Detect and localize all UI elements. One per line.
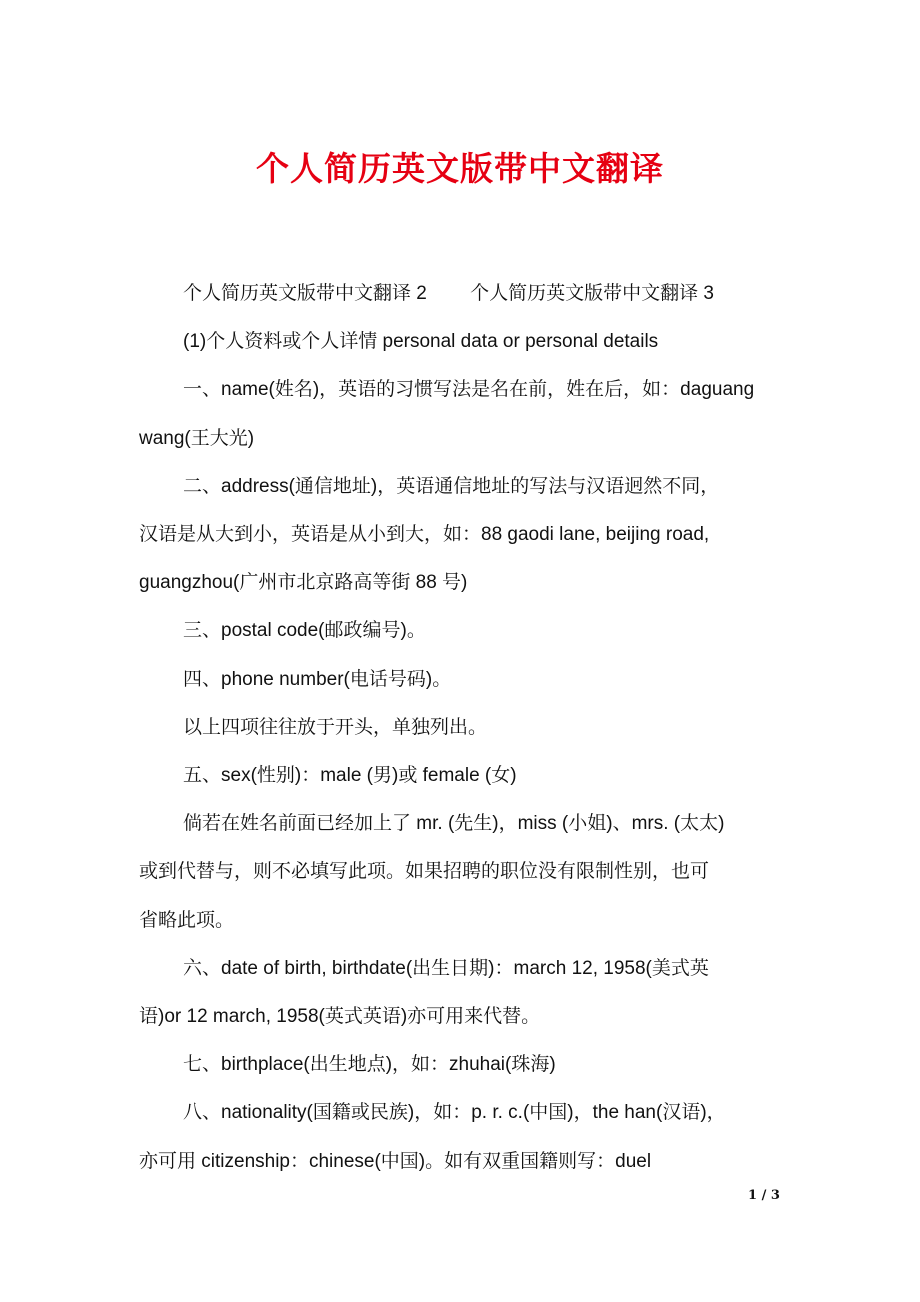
document-title: 个人简历英文版带中文翻译 — [256, 149, 664, 188]
paragraph-line: 七、birthplace(出生地点)，如：zhuhai(珠海) — [183, 1054, 556, 1076]
paragraph-line: 汉语是从大到小，英语是从小到大，如：88 gaodi lane, beijing road, — [139, 524, 710, 545]
paragraph-line: 倘若在姓名前面已经加上了 mr. (先生)，miss (小姐)、mrs. (太太) — [183, 813, 725, 835]
paragraph-line: wang(王大光) — [139, 427, 255, 449]
paragraph-line: 以上四项往往放于开头，单独列出。 — [183, 716, 488, 738]
paragraph-line: guangzhou(广州市北京路高等街 88 号) — [139, 572, 468, 594]
paragraph-line: 三、postal code(邮政编号)。 — [183, 620, 426, 642]
paragraph-line: 二、address(通信地址)，英语通信地址的写法与汉语迥然不同， — [183, 475, 720, 497]
paragraph-line: 一、name(姓名)，英语的习惯写法是名在前，姓在后，如：daguang — [183, 379, 755, 401]
paragraph-line: 亦可用 citizenship：chinese(中国)。如有双重国籍则写：duel — [139, 1150, 652, 1172]
paragraph-line: 个人简历英文版带中文翻译 2 个人简历英文版带中文翻译 3 — [183, 283, 714, 304]
paragraph-line: 八、nationality(国籍或民族)，如：p. r. c.(中国)，the han(汉语)， — [183, 1102, 726, 1124]
page-number: 1 / 3 — [748, 1188, 780, 1203]
paragraph-line: (1)个人资料或个人详情 personal data or personal details — [183, 331, 659, 353]
paragraph-line: 五、sex(性别)：male (男)或 female (女) — [183, 765, 517, 786]
paragraph-line: 省略此项。 — [139, 909, 235, 931]
paragraph-line: 语)or 12 march, 1958(英式英语)亦可用来代替。 — [139, 1006, 541, 1027]
paragraph-line: 四、phone number(电话号码)。 — [183, 668, 452, 690]
paragraph-line: 六、date of birth, birthdate(出生日期)：march 12, 1958(美式英 — [183, 957, 709, 979]
paragraph-line: 或到代替与，则不必填写此项。如果招聘的职位没有限制性别，也可 — [139, 861, 710, 883]
